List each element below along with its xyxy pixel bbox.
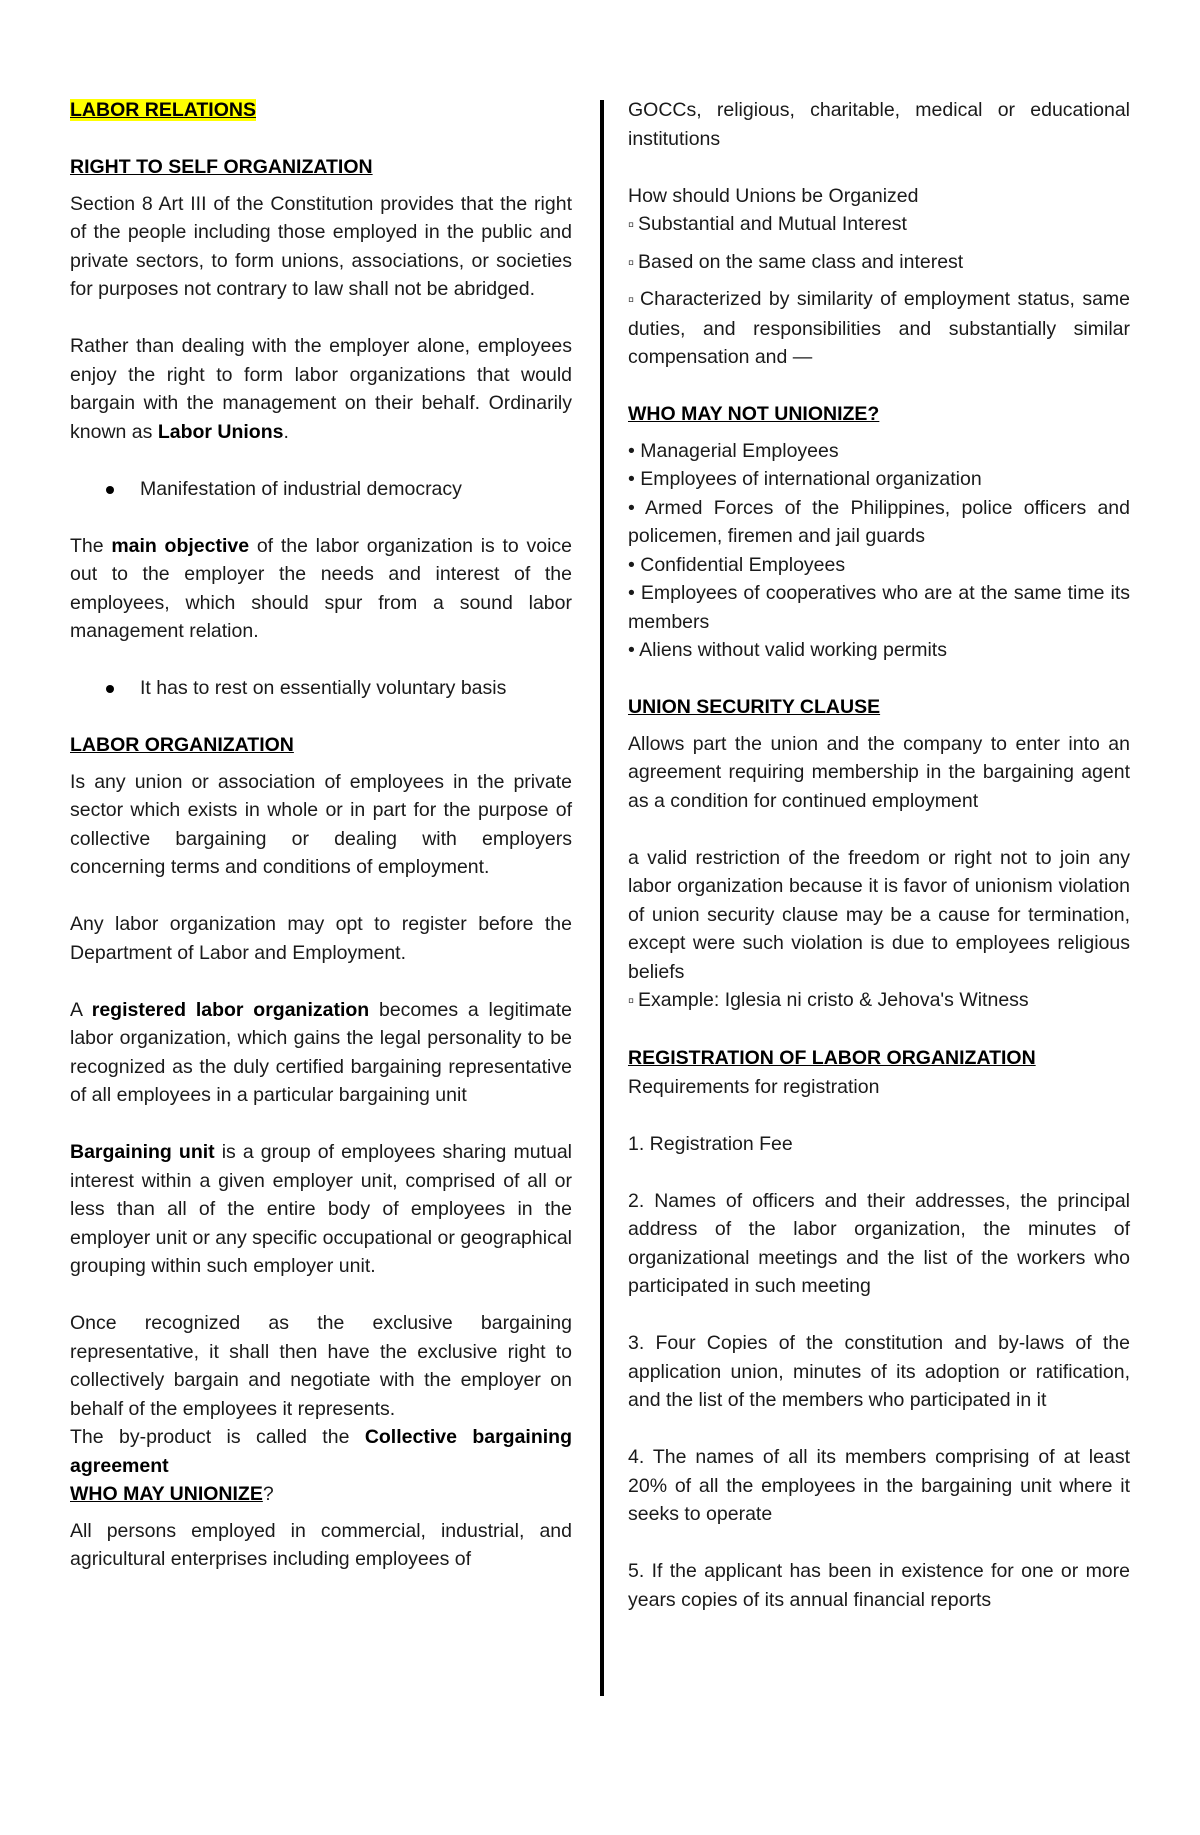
- list-item: • Employees of international organization: [628, 468, 982, 490]
- paragraph-requirements: Requirements for registration: [628, 1075, 880, 1098]
- paragraph-registered-labor-organization: A registered labor organization becomes a legitimate labor organization, which gains the legal personality to be recognized as the duly certified bargaining representative of all employees in a particular bargaining unit: [70, 998, 572, 1106]
- list-how-organized: [628, 210, 1130, 372]
- bullet-icon: •: [628, 439, 635, 462]
- list-who-may-not-unionize: [628, 437, 1130, 665]
- heading-union-security-clause: UNION SECURITY CLAUSE: [628, 696, 881, 718]
- bullet-industrial-democracy: Manifestation of industrial democracy: [70, 475, 572, 504]
- heading-who-may-unionize: WHO MAY UNIONIZE?: [70, 1483, 274, 1505]
- paragraph-valid-restriction: a valid restriction of the freedom or right not to join any labor organization because it is favor of unionism violation of union security clause may be a cause for termination, except were such violation is due to employees religious beliefs: [628, 846, 1130, 983]
- heading-right-to-self-organization: RIGHT TO SELF ORGANIZATION: [70, 156, 373, 178]
- heading-who-may-not-unionize: WHO MAY NOT UNIONIZE?: [628, 403, 880, 425]
- right-column: [628, 96, 1130, 1614]
- requirement-1: 1. Registration Fee: [628, 1132, 793, 1155]
- paragraph-register-dole: Any labor organization may opt to register before the Department of Labor and Employment.: [70, 913, 572, 964]
- document-title: LABOR RELATIONS: [70, 99, 256, 121]
- paragraph-bargaining-unit: Bargaining unit is a group of employees sharing mutual interest within a given employer unit, comprised of all or less than all of the entire body of employees in the employer unit or any specific occupational or geographical grouping within such employer unit.: [70, 1141, 572, 1277]
- square-bullet-icon: ▫: [628, 252, 635, 272]
- square-bullet-icon: ▫: [628, 215, 635, 234]
- paragraph-union-security-definition: Allows part the union and the company to enter into an agreement requiring membership in the bargaining agent as a condition for continued employment: [628, 732, 1130, 812]
- bullet-voluntary-basis: It has to rest on essentially voluntary basis: [70, 674, 572, 703]
- square-bullet-icon: ▫: [628, 290, 637, 309]
- requirement-5: 5. If the applicant has been in existence for one or more years copies of its annual financial reports: [628, 1560, 1130, 1611]
- requirement-2: 2. Names of officers and their addresses, the principal address of the labor organization, the minutes of organizational meetings and the list of the workers who participated in such meeting: [628, 1189, 1130, 1297]
- paragraph-by-product: The by-product is called the Collective bargaining agreement: [70, 1426, 572, 1477]
- left-column: [70, 96, 572, 1574]
- paragraph-section-8: Section 8 Art III of the Constitution provides that the right of the people including those employed in the public and private sectors, to form unions, associations, or societies for purposes not contrary to law shall not be abridged.: [70, 192, 572, 300]
- paragraph-labor-organization-definition: Is any union or association of employees in the private sector which exists in whole or in part for the purpose of collective bargaining or dealing with employers concerning terms and conditions of employment.: [70, 770, 572, 878]
- paragraph-labor-unions: Rather than dealing with the employer alone, employees enjoy the right to form labor organizations that would bargain with the management on their behalf. Ordinarily known as Labor Unions.: [70, 335, 572, 443]
- bullet-icon: •: [628, 582, 635, 604]
- list-item: ▫ Characterized by similarity of employment status, same duties, and responsibilities and substantially similar compensation and —: [628, 288, 1131, 368]
- bullet-icon: •: [628, 468, 635, 490]
- list-item: • Managerial Employees: [628, 439, 839, 462]
- square-bullet-icon: ▫: [628, 991, 635, 1010]
- bullet-dot-icon: [106, 486, 114, 494]
- list-item: • Confidential Employees: [628, 553, 846, 576]
- list-item: • Employees of cooperatives who are at the same time its members: [628, 582, 1130, 633]
- heading-labor-organization: LABOR ORGANIZATION: [70, 734, 294, 756]
- paragraph-example: ▫ Example: Iglesia ni cristo & Jehova's Witness: [628, 989, 1029, 1011]
- list-item: • Aliens without valid working permits: [628, 639, 947, 661]
- list-item: ▫ Based on the same class and interest: [628, 250, 964, 273]
- bullet-icon: •: [628, 496, 635, 519]
- paragraph-main-objective: The main objective of the labor organization is to voice out to the employer the needs and interest of the employees, which should spur from a sound labor management relation.: [70, 534, 572, 642]
- bullet-icon: •: [628, 639, 635, 661]
- bullet-icon: •: [628, 553, 635, 576]
- requirement-3: 3. Four Copies of the constitution and by-laws of the application union, minutes of its adoption or ratification, and the list of the members who participated in it: [628, 1332, 1130, 1411]
- paragraph-exclusive-bargaining: Once recognized as the exclusive bargaining representative, it shall then have the exclusive right to collectively bargain and negotiate with the employer on behalf of the employees it represents.: [70, 1312, 572, 1420]
- column-divider: [600, 100, 604, 1696]
- paragraph-institutions-continued: GOCCs, religious, charitable, medical or educational institutions: [628, 99, 1130, 150]
- paragraph-how-organized: How should Unions be Organized: [628, 184, 919, 207]
- requirement-4: 4. The names of all its members comprising of at least 20% of all the employees in the bargaining unit where it seeks to operate: [628, 1446, 1130, 1525]
- paragraph-who-may-unionize: All persons employed in commercial, industrial, and agricultural enterprises including employees of: [70, 1519, 572, 1570]
- list-item: ▫ Substantial and Mutual Interest: [628, 213, 907, 235]
- heading-registration-of-labor-organization: REGISTRATION OF LABOR ORGANIZATION: [628, 1047, 1036, 1069]
- list-item: • Armed Forces of the Philippines, police officers and policemen, firemen and jail guards: [628, 496, 1130, 547]
- bullet-dot-icon: [106, 685, 114, 693]
